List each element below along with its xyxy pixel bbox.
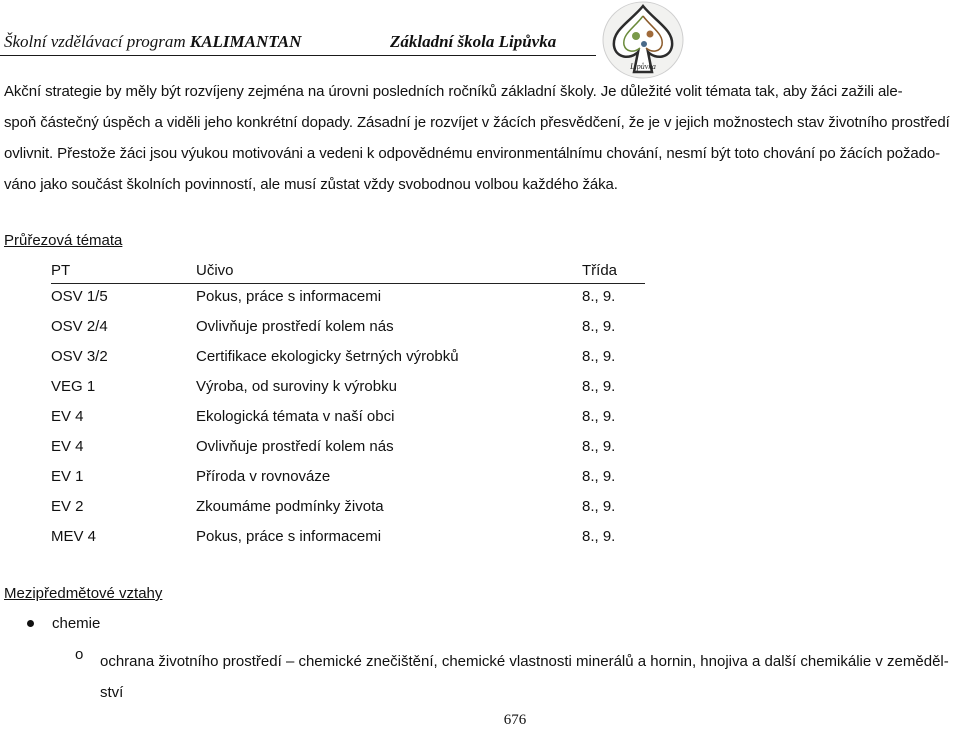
header-rule [0, 55, 596, 56]
sub-bullet-item: ochrana životního prostředí – chemické znečištění, chemické vlastnosti minerálů a hornin, hnojiva a další chemikálie v zeměděl-ství [100, 653, 949, 701]
cell-trida: 8., 9. [582, 498, 616, 515]
school-logo [600, 0, 686, 80]
column-header-trida: Třída [582, 262, 618, 279]
cell-trida: 8., 9. [582, 438, 616, 455]
bullet-item: chemie [52, 615, 101, 632]
cell-trida: 8., 9. [582, 528, 616, 545]
cell-ucivo: Ovlivňuje prostředí kolem nás [196, 438, 394, 455]
cell-trida: 8., 9. [582, 348, 616, 365]
cell-trida: 8., 9. [582, 468, 616, 485]
cell-pt: EV 1 [51, 468, 84, 485]
cross-topics-table [51, 262, 645, 554]
logo-text: Lipůvka [630, 62, 656, 71]
cell-pt: EV 4 [51, 438, 84, 455]
cell-ucivo: Ekologická témata v naší obci [196, 408, 395, 425]
cell-pt: MEV 4 [51, 528, 97, 545]
paragraph-line: Akční strategie by měly být rozvíjeny zejména na úrovni posledních ročníků základní školy. Je důležité volit témata tak, aby žáci zažili ale- [4, 83, 903, 100]
cell-ucivo: Certifikace ekologicky šetrných výrobků [196, 348, 459, 365]
column-header-ucivo: Učivo [196, 262, 234, 279]
cell-ucivo: Zkoumáme podmínky života [196, 498, 384, 515]
table-row [51, 344, 645, 374]
cell-ucivo: Pokus, práce s informacemi [196, 288, 382, 305]
table-row [51, 314, 645, 344]
cell-pt: OSV 1/5 [51, 288, 108, 305]
cell-ucivo: Ovlivňuje prostředí kolem nás [196, 318, 394, 335]
cross-topics-heading: Průřezová témata [4, 232, 123, 249]
cell-pt: EV 4 [51, 408, 84, 425]
cell-trida: 8., 9. [582, 408, 616, 425]
table-row [51, 524, 645, 554]
paragraph-line: spoň částečný úspěch a viděli jeho konkrétní dopady. Zásadní je rozvíjet v žácích přesvědčení, že je v jejich možnostech stav životního prostředí [4, 114, 950, 131]
table-row [51, 374, 645, 404]
table-header-row [51, 262, 645, 284]
table-row [51, 464, 645, 494]
paragraph-line: váno jako součást školních povinností, ale musí zůstat vždy svobodnou volbou každého žáka. [4, 176, 618, 193]
table-row [51, 404, 645, 434]
cell-pt: EV 2 [51, 498, 84, 515]
cell-pt: OSV 3/2 [51, 348, 108, 365]
cell-ucivo: Příroda v rovnováze [196, 468, 331, 485]
table-row [51, 494, 645, 524]
sub-bullet-marker: o [75, 646, 84, 663]
column-header-pt: PT [51, 262, 71, 279]
page-header [0, 0, 960, 71]
school-name: Základní škola Lipůvka [390, 32, 557, 51]
program-name: KALIMANTAN [189, 32, 302, 51]
table-row [51, 434, 645, 464]
bullet-dot-icon [27, 620, 34, 627]
cell-ucivo: Výroba, od suroviny k výrobku [196, 378, 397, 395]
cell-ucivo: Pokus, práce s informacemi [196, 528, 382, 545]
cell-pt: VEG 1 [51, 378, 96, 395]
cell-trida: 8., 9. [582, 318, 616, 335]
cell-pt: OSV 2/4 [51, 318, 108, 335]
cell-trida: 8., 9. [582, 378, 616, 395]
cell-trida: 8., 9. [582, 288, 616, 305]
page-number: 676 [503, 712, 527, 728]
program-prefix: Školní vzdělávací program [4, 32, 190, 51]
program-title [4, 32, 301, 52]
relations-heading: Mezipředmětové vztahy [4, 585, 163, 602]
paragraph-line: ovlivnit. Přestože žáci jsou výukou motivováni a vedeni k odpovědnému environmentálnímu chování, nesmí být toto chování po žácích požado- [4, 145, 940, 162]
table-row [51, 284, 645, 314]
